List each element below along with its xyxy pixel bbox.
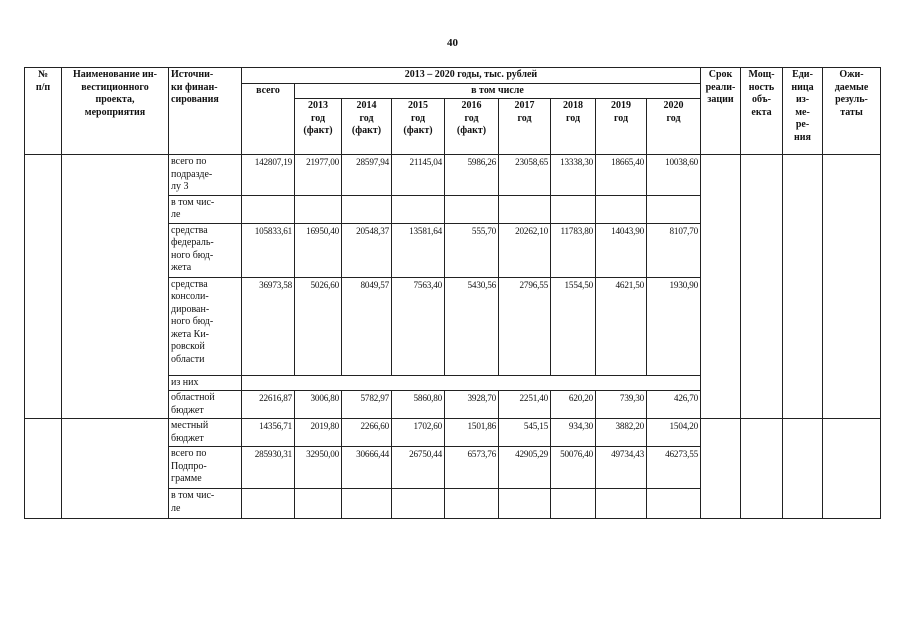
- value-cell: 23058,65: [499, 155, 551, 196]
- value-cell: 1504,20: [647, 419, 701, 447]
- cell-name: [62, 155, 169, 419]
- value-cell: 5860,80: [392, 391, 445, 419]
- cell-unit: [783, 155, 823, 419]
- total-cell: [242, 195, 295, 223]
- value-cell: 545,15: [499, 419, 551, 447]
- source-cell: средства консоли- дирован- ного бюд- жета Ки- ровской области: [169, 277, 242, 375]
- cell-num: [25, 155, 62, 419]
- source-cell: местный бюджет: [169, 419, 242, 447]
- total-cell: 285930,31: [242, 447, 295, 489]
- value-cell: 28597,94: [342, 155, 392, 196]
- value-cell: 1501,86: [445, 419, 499, 447]
- value-cell: 49734,43: [596, 447, 647, 489]
- value-cell: 2019,80: [295, 419, 342, 447]
- value-cell: [551, 195, 596, 223]
- year-header: 2020 год: [647, 99, 701, 155]
- year-header: 2015 год (факт): [392, 99, 445, 155]
- col-header-total: всего: [242, 83, 295, 155]
- value-cell: 20548,37: [342, 223, 392, 277]
- value-cell: [342, 489, 392, 519]
- year-header: 2014 год (факт): [342, 99, 392, 155]
- cell-capacity: [741, 155, 783, 419]
- cell-capacity: [741, 419, 783, 519]
- value-cell: 21145,04: [392, 155, 445, 196]
- value-cell: 1930,90: [647, 277, 701, 375]
- value-cell: 934,30: [551, 419, 596, 447]
- source-cell: всего по подразде- лу 3: [169, 155, 242, 196]
- cell-expected: [823, 419, 881, 519]
- value-cell: [647, 489, 701, 519]
- value-cell: 18665,40: [596, 155, 647, 196]
- total-cell: 142807,19: [242, 155, 295, 196]
- value-cell: 20262,10: [499, 223, 551, 277]
- total-cell: 14356,71: [242, 419, 295, 447]
- value-cell: 42905,29: [499, 447, 551, 489]
- value-cell: 6573,76: [445, 447, 499, 489]
- value-cell: 2266,60: [342, 419, 392, 447]
- total-cell: 22616,87: [242, 391, 295, 419]
- value-cell: 620,20: [551, 391, 596, 419]
- value-cell: [392, 489, 445, 519]
- value-cell: 5986,26: [445, 155, 499, 196]
- value-cell: 555,70: [445, 223, 499, 277]
- source-cell: средства федераль- ного бюд- жета: [169, 223, 242, 277]
- value-cell: 739,30: [596, 391, 647, 419]
- value-cell: [647, 195, 701, 223]
- value-cell: 14043,90: [596, 223, 647, 277]
- source-cell: из них: [169, 375, 242, 391]
- year-header: 2017 год: [499, 99, 551, 155]
- blank-span-cell: [242, 375, 701, 391]
- value-cell: 46273,55: [647, 447, 701, 489]
- value-cell: 11783,80: [551, 223, 596, 277]
- value-cell: [342, 195, 392, 223]
- value-cell: 50076,40: [551, 447, 596, 489]
- value-cell: 13581,64: [392, 223, 445, 277]
- value-cell: 5026,60: [295, 277, 342, 375]
- table-row: [25, 419, 881, 447]
- table-row: [25, 155, 881, 196]
- value-cell: 32950,00: [295, 447, 342, 489]
- value-cell: 8107,70: [647, 223, 701, 277]
- col-header-including: в том числе: [295, 83, 701, 99]
- value-cell: 5782,97: [342, 391, 392, 419]
- col-header-unit: Еди- ница из- ме- ре- ния: [783, 68, 823, 155]
- value-cell: [445, 489, 499, 519]
- value-cell: 1554,50: [551, 277, 596, 375]
- col-header-name: Наименование ин- вестиционного проекта, мероприятия: [62, 68, 169, 155]
- value-cell: 3882,20: [596, 419, 647, 447]
- source-cell: в том чис- ле: [169, 195, 242, 223]
- value-cell: 21977,00: [295, 155, 342, 196]
- value-cell: 2251,40: [499, 391, 551, 419]
- col-header-num: № п/п: [25, 68, 62, 155]
- value-cell: 5430,56: [445, 277, 499, 375]
- financing-table: [24, 67, 881, 519]
- col-header-period: 2013 – 2020 годы, тыс. рублей: [242, 68, 701, 84]
- source-cell: в том чис- ле: [169, 489, 242, 519]
- value-cell: 8049,57: [342, 277, 392, 375]
- col-header-source: Источни- ки финан- сирования: [169, 68, 242, 155]
- cell-term: [701, 155, 741, 419]
- value-cell: 2796,55: [499, 277, 551, 375]
- value-cell: 10038,60: [647, 155, 701, 196]
- year-header: 2019 год: [596, 99, 647, 155]
- value-cell: [295, 489, 342, 519]
- year-header: 2013 год (факт): [295, 99, 342, 155]
- col-header-capacity: Мощ- ность объ- екта: [741, 68, 783, 155]
- cell-unit: [783, 419, 823, 519]
- col-header-term: Срок реали- зации: [701, 68, 741, 155]
- value-cell: [596, 195, 647, 223]
- col-header-expected: Ожи- даемые резуль- таты: [823, 68, 881, 155]
- value-cell: 26750,44: [392, 447, 445, 489]
- source-cell: областной бюджет: [169, 391, 242, 419]
- cell-name: [62, 419, 169, 519]
- cell-expected: [823, 155, 881, 419]
- page-number: 40: [447, 37, 458, 49]
- value-cell: [499, 489, 551, 519]
- value-cell: [551, 489, 596, 519]
- value-cell: 3928,70: [445, 391, 499, 419]
- value-cell: [445, 195, 499, 223]
- year-header: 2016 год (факт): [445, 99, 499, 155]
- value-cell: 7563,40: [392, 277, 445, 375]
- value-cell: [499, 195, 551, 223]
- cell-term: [701, 419, 741, 519]
- value-cell: 4621,50: [596, 277, 647, 375]
- value-cell: 30666,44: [342, 447, 392, 489]
- total-cell: 105833,61: [242, 223, 295, 277]
- total-cell: [242, 489, 295, 519]
- value-cell: [596, 489, 647, 519]
- value-cell: 16950,40: [295, 223, 342, 277]
- value-cell: 1702,60: [392, 419, 445, 447]
- value-cell: 3006,80: [295, 391, 342, 419]
- cell-num: [25, 419, 62, 519]
- source-cell: всего по Подпро- грамме: [169, 447, 242, 489]
- value-cell: [392, 195, 445, 223]
- total-cell: 36973,58: [242, 277, 295, 375]
- value-cell: 13338,30: [551, 155, 596, 196]
- year-header: 2018 год: [551, 99, 596, 155]
- value-cell: [295, 195, 342, 223]
- value-cell: 426,70: [647, 391, 701, 419]
